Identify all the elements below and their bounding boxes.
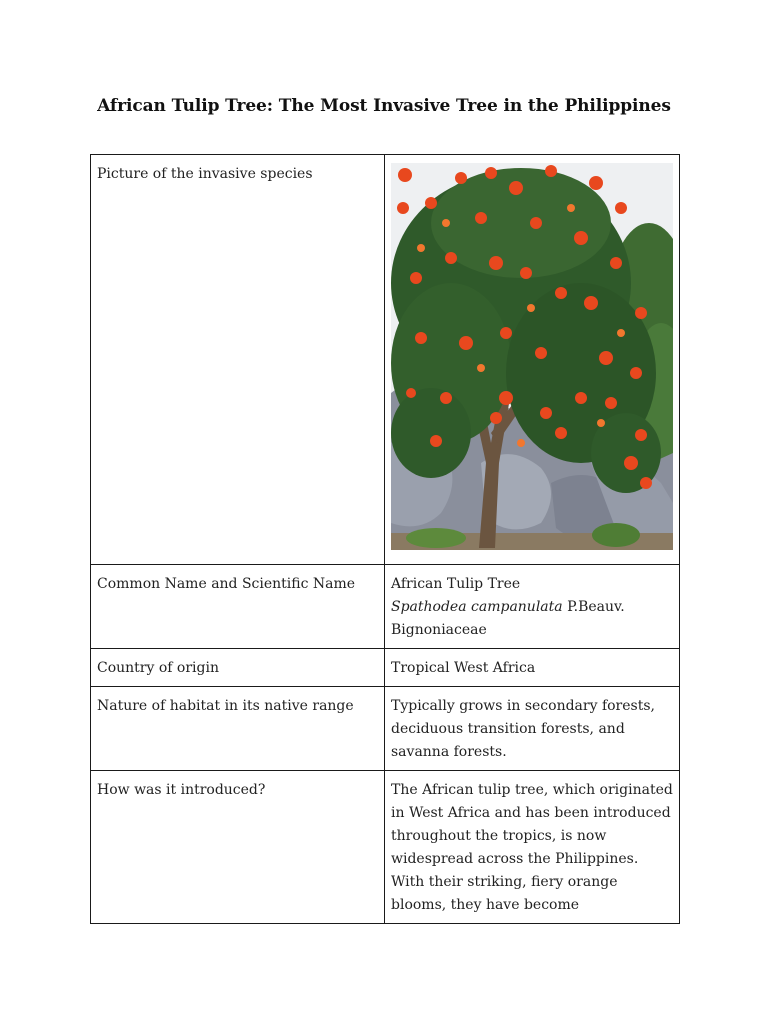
common-name-label: Common Name and Scientific Name [91,565,385,649]
tree-photo [391,163,673,550]
table-row [91,687,680,771]
family-name: Bignoniaceae [391,622,487,638]
introduced-value: The African tulip tree, which originated in West Africa and has been introduced throughout the tropics, is now widespread across the Philippines. With their striking, fiery orange blooms, they have become [385,771,680,924]
common-name-cell [385,565,680,649]
habitat-value: Typically grows in secondary forests, deciduous transition forests, and savanna forests. [385,687,680,771]
scientific-author: P.Beauv. [562,599,625,615]
country-label: Country of origin [91,649,385,687]
picture-label: Picture of the invasive species [91,155,385,565]
scientific-name: Spathodea campanulata [391,599,563,615]
scientific-name-line [391,596,673,619]
table-row [91,155,680,565]
habitat-label: Nature of habitat in its native range [91,687,385,771]
introduced-label: How was it introduced? [91,771,385,924]
table-row [91,649,680,687]
country-value: Tropical West Africa [385,649,680,687]
common-name: African Tulip Tree [391,576,521,592]
document-title: African Tulip Tree: The Most Invasive Tree in the Philippines [97,96,671,116]
table-row [91,565,680,649]
species-info-table [90,154,680,924]
picture-cell [385,155,680,565]
table-row [91,771,680,924]
